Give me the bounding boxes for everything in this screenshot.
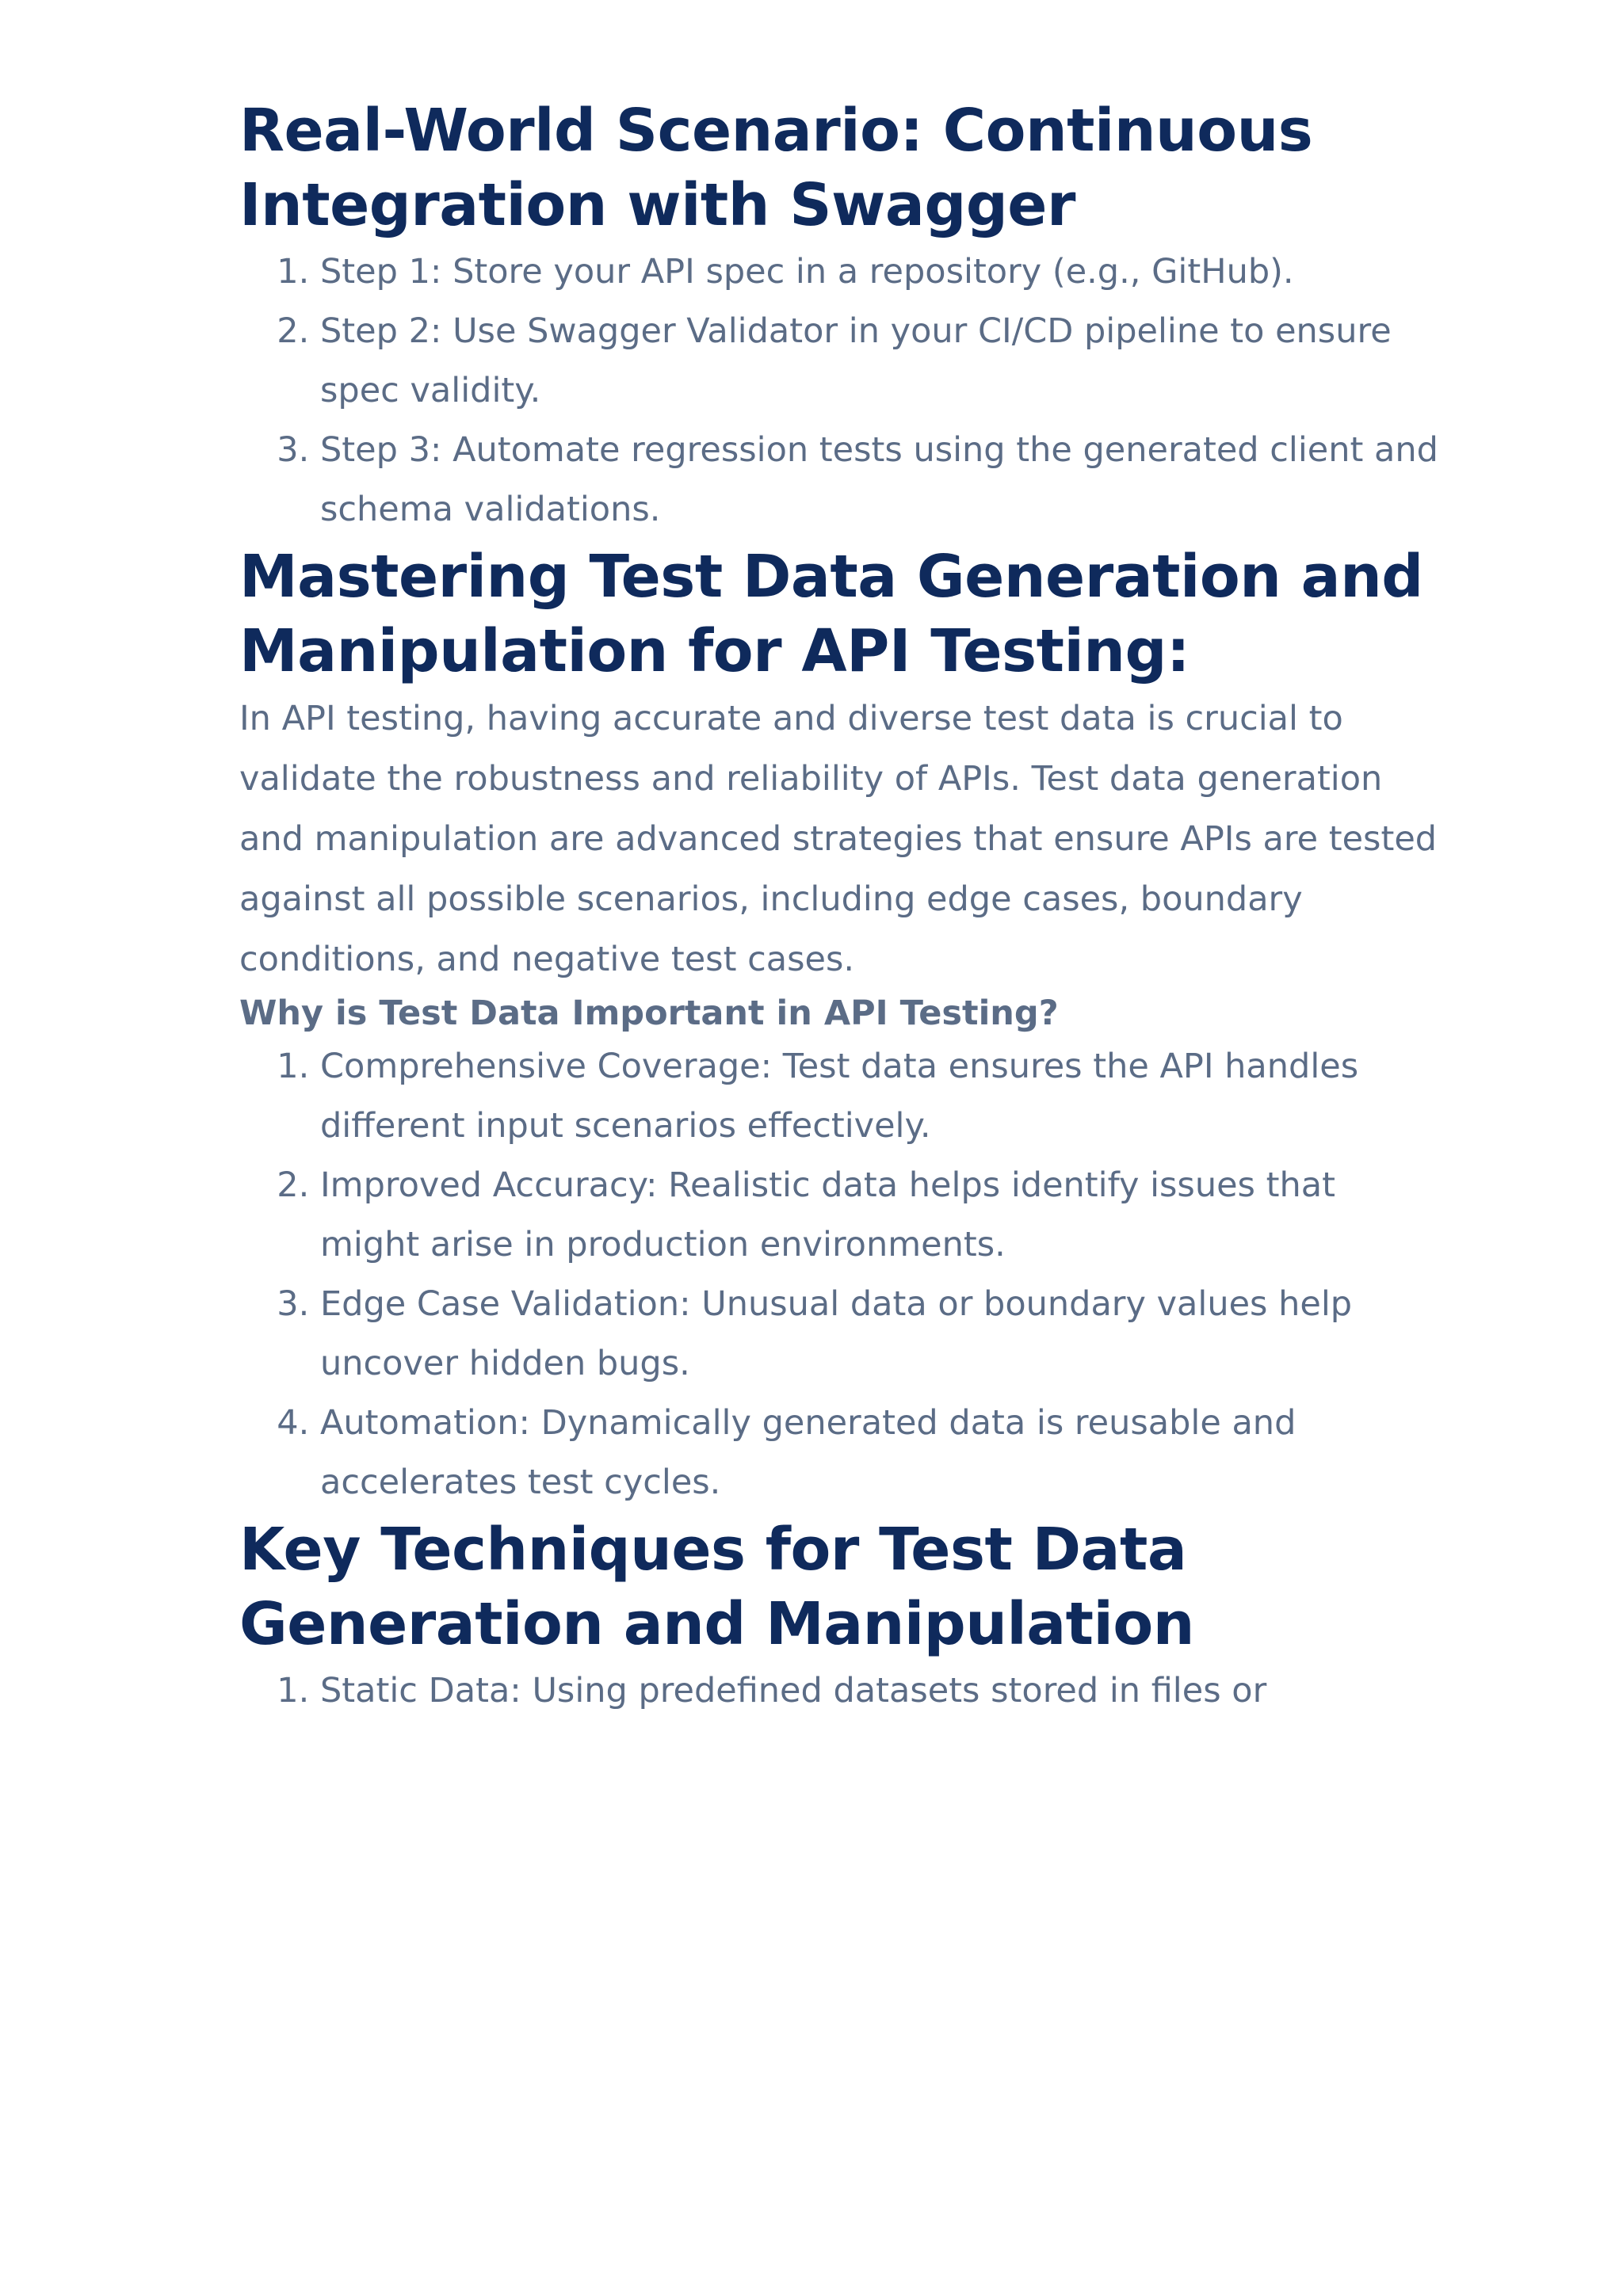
section-title-test-data: Mastering Test Data Generation and Manipulation for API Testing: — [239, 543, 1423, 685]
list-item: 2. Improved Accuracy: Realistic data helps identify issues that might arise in production environments. — [320, 1156, 1444, 1275]
list-item: 3. Step 3: Automate regression tests using the generated client and schema validations. — [320, 421, 1444, 540]
intro-paragraph: In API testing, having accurate and diverse test data is crucial to validate the robustness and reliability of APIs. Test data generation and manipulation are advanced strategies that ensure APIs are tested against all possible scenarios, including edge cases, boundary conditions, and negative test cases. — [239, 699, 1438, 979]
list-item: 1. Comprehensive Coverage: Test data ensures the API handles different input scenarios effectively. — [320, 1037, 1444, 1156]
ci-steps-list — [239, 242, 1444, 540]
list-item: 3. Edge Case Validation: Unusual data or boundary values help uncover hidden bugs. — [320, 1275, 1444, 1394]
list-item: 4. Automation: Dynamically generated data is reusable and accelerates test cycles. — [320, 1394, 1444, 1512]
list-item: 1. Step 1: Store your API spec in a repository (e.g., GitHub). — [320, 242, 1444, 302]
importance-list — [239, 1037, 1444, 1512]
subheading-why-test-data: Why is Test Data Important in API Testing? — [239, 994, 1059, 1033]
section-title-ci-swagger: Real-World Scenario: Continuous Integration with Swagger — [239, 97, 1313, 239]
article-content — [239, 93, 1444, 1721]
list-item: 2. Step 2: Use Swagger Validator in your CI/CD pipeline to ensure spec validity. — [320, 302, 1444, 421]
section-title-key-techniques: Key Techniques for Test Data Generation and Manipulation — [239, 1516, 1194, 1658]
techniques-list — [239, 1661, 1444, 1721]
list-item: 1. Static Data: Using predefined datasets stored in files or — [320, 1661, 1444, 1721]
